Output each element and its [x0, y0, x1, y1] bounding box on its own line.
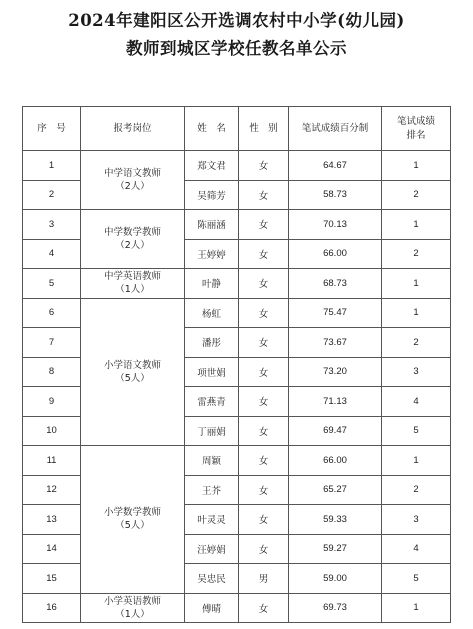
header-rank: 笔试成绩排名 — [382, 107, 451, 151]
position-count: （5人） — [115, 520, 150, 532]
row-name: 项世娟 — [185, 357, 239, 387]
row-score: 58.73 — [289, 180, 382, 210]
position-cell — [81, 446, 185, 594]
row-name: 郑文君 — [185, 151, 239, 181]
position-count: （2人） — [115, 240, 150, 251]
row-name: 王芥 — [185, 475, 239, 505]
position-count: （5人） — [115, 372, 150, 384]
row-name: 陈丽涵 — [185, 210, 239, 240]
row-rank: 2 — [382, 475, 451, 505]
row-no: 16 — [23, 593, 81, 623]
row-no: 12 — [23, 475, 81, 505]
row-no: 14 — [23, 534, 81, 564]
row-score: 73.67 — [289, 328, 382, 358]
page-title-line1: 2024年建阳区公开选调农村中小学(幼儿园) — [68, 11, 405, 30]
page-title-line2: 教师到城区学校任教名单公示 — [126, 39, 347, 58]
row-no: 8 — [23, 357, 81, 387]
table-row — [23, 151, 451, 181]
row-gender: 男 — [239, 564, 289, 594]
row-rank: 2 — [382, 239, 451, 269]
row-name: 吴忠民 — [185, 564, 239, 594]
header-gender: 性 别 — [239, 107, 289, 151]
row-name: 吴筛芳 — [185, 180, 239, 210]
row-rank: 2 — [382, 328, 451, 358]
row-score: 59.27 — [289, 534, 382, 564]
row-gender: 女 — [239, 593, 289, 623]
row-rank: 1 — [382, 210, 451, 240]
row-score: 59.33 — [289, 505, 382, 535]
row-gender: 女 — [239, 505, 289, 535]
row-rank: 4 — [382, 387, 451, 417]
row-gender: 女 — [239, 416, 289, 446]
row-no: 10 — [23, 416, 81, 446]
row-score: 59.00 — [289, 564, 382, 594]
position-name: 小学数学教师 — [103, 507, 161, 519]
row-gender: 女 — [239, 357, 289, 387]
table-row — [23, 269, 451, 299]
row-score: 69.73 — [289, 593, 382, 623]
position-cell — [81, 210, 185, 269]
row-gender: 女 — [239, 180, 289, 210]
position-count: （2人） — [115, 181, 150, 192]
position-cell — [81, 151, 185, 210]
row-name: 周颖 — [185, 446, 239, 476]
position-count: （1人） — [115, 608, 150, 620]
row-name: 潘彤 — [185, 328, 239, 358]
row-rank: 5 — [382, 564, 451, 594]
row-no: 7 — [23, 328, 81, 358]
row-rank: 5 — [382, 416, 451, 446]
row-name: 傅晴 — [185, 593, 239, 623]
row-gender: 女 — [239, 475, 289, 505]
row-gender: 女 — [239, 269, 289, 299]
table-row — [23, 593, 451, 623]
position-name: 中学语文教师 — [103, 168, 161, 179]
row-rank: 1 — [382, 593, 451, 623]
row-score: 68.73 — [289, 269, 382, 299]
row-score: 69.47 — [289, 416, 382, 446]
row-score: 65.27 — [289, 475, 382, 505]
row-rank: 1 — [382, 269, 451, 299]
row-name: 王婷婷 — [185, 239, 239, 269]
row-score: 75.47 — [289, 298, 382, 328]
header-position: 报考岗位 — [81, 107, 185, 151]
row-name: 叶灵灵 — [185, 505, 239, 535]
row-rank: 2 — [382, 180, 451, 210]
row-score: 64.67 — [289, 151, 382, 181]
row-no: 13 — [23, 505, 81, 535]
row-no: 5 — [23, 269, 81, 299]
row-no: 1 — [23, 151, 81, 181]
row-name: 汪婷娟 — [185, 534, 239, 564]
row-name: 杨虹 — [185, 298, 239, 328]
row-gender: 女 — [239, 151, 289, 181]
row-no: 15 — [23, 564, 81, 594]
row-gender: 女 — [239, 446, 289, 476]
position-count: （1人） — [115, 284, 150, 296]
position-cell — [81, 298, 185, 446]
row-no: 2 — [23, 180, 81, 210]
row-no: 11 — [23, 446, 81, 476]
row-rank: 4 — [382, 534, 451, 564]
row-gender: 女 — [239, 534, 289, 564]
row-gender: 女 — [239, 210, 289, 240]
row-gender: 女 — [239, 239, 289, 269]
position-name: 中学英语教师 — [103, 271, 161, 283]
row-no: 4 — [23, 239, 81, 269]
row-rank: 1 — [382, 298, 451, 328]
position-cell — [81, 269, 185, 299]
row-gender: 女 — [239, 328, 289, 358]
position-name: 中学数学教师 — [103, 227, 161, 238]
row-rank: 1 — [382, 446, 451, 476]
table-header-row — [23, 107, 451, 151]
table-row — [23, 298, 451, 328]
row-score: 66.00 — [289, 446, 382, 476]
position-cell — [81, 593, 185, 623]
row-score: 73.20 — [289, 357, 382, 387]
row-gender: 女 — [239, 387, 289, 417]
position-name: 小学语文教师 — [103, 359, 161, 371]
header-name: 姓 名 — [185, 107, 239, 151]
row-gender: 女 — [239, 298, 289, 328]
table-row — [23, 446, 451, 476]
row-name: 丁丽娟 — [185, 416, 239, 446]
row-rank: 3 — [382, 505, 451, 535]
row-rank: 1 — [382, 151, 451, 181]
row-score: 66.00 — [289, 239, 382, 269]
row-no: 9 — [23, 387, 81, 417]
header-score: 笔试成绩百分制 — [289, 107, 382, 151]
roster-table — [22, 106, 451, 623]
row-no: 6 — [23, 298, 81, 328]
row-no: 3 — [23, 210, 81, 240]
position-name: 小学英语教师 — [103, 595, 161, 607]
row-rank: 3 — [382, 357, 451, 387]
row-name: 叶静 — [185, 269, 239, 299]
row-score: 71.13 — [289, 387, 382, 417]
row-score: 70.13 — [289, 210, 382, 240]
table-row — [23, 210, 451, 240]
row-name: 雷燕青 — [185, 387, 239, 417]
header-no: 序 号 — [23, 107, 81, 151]
